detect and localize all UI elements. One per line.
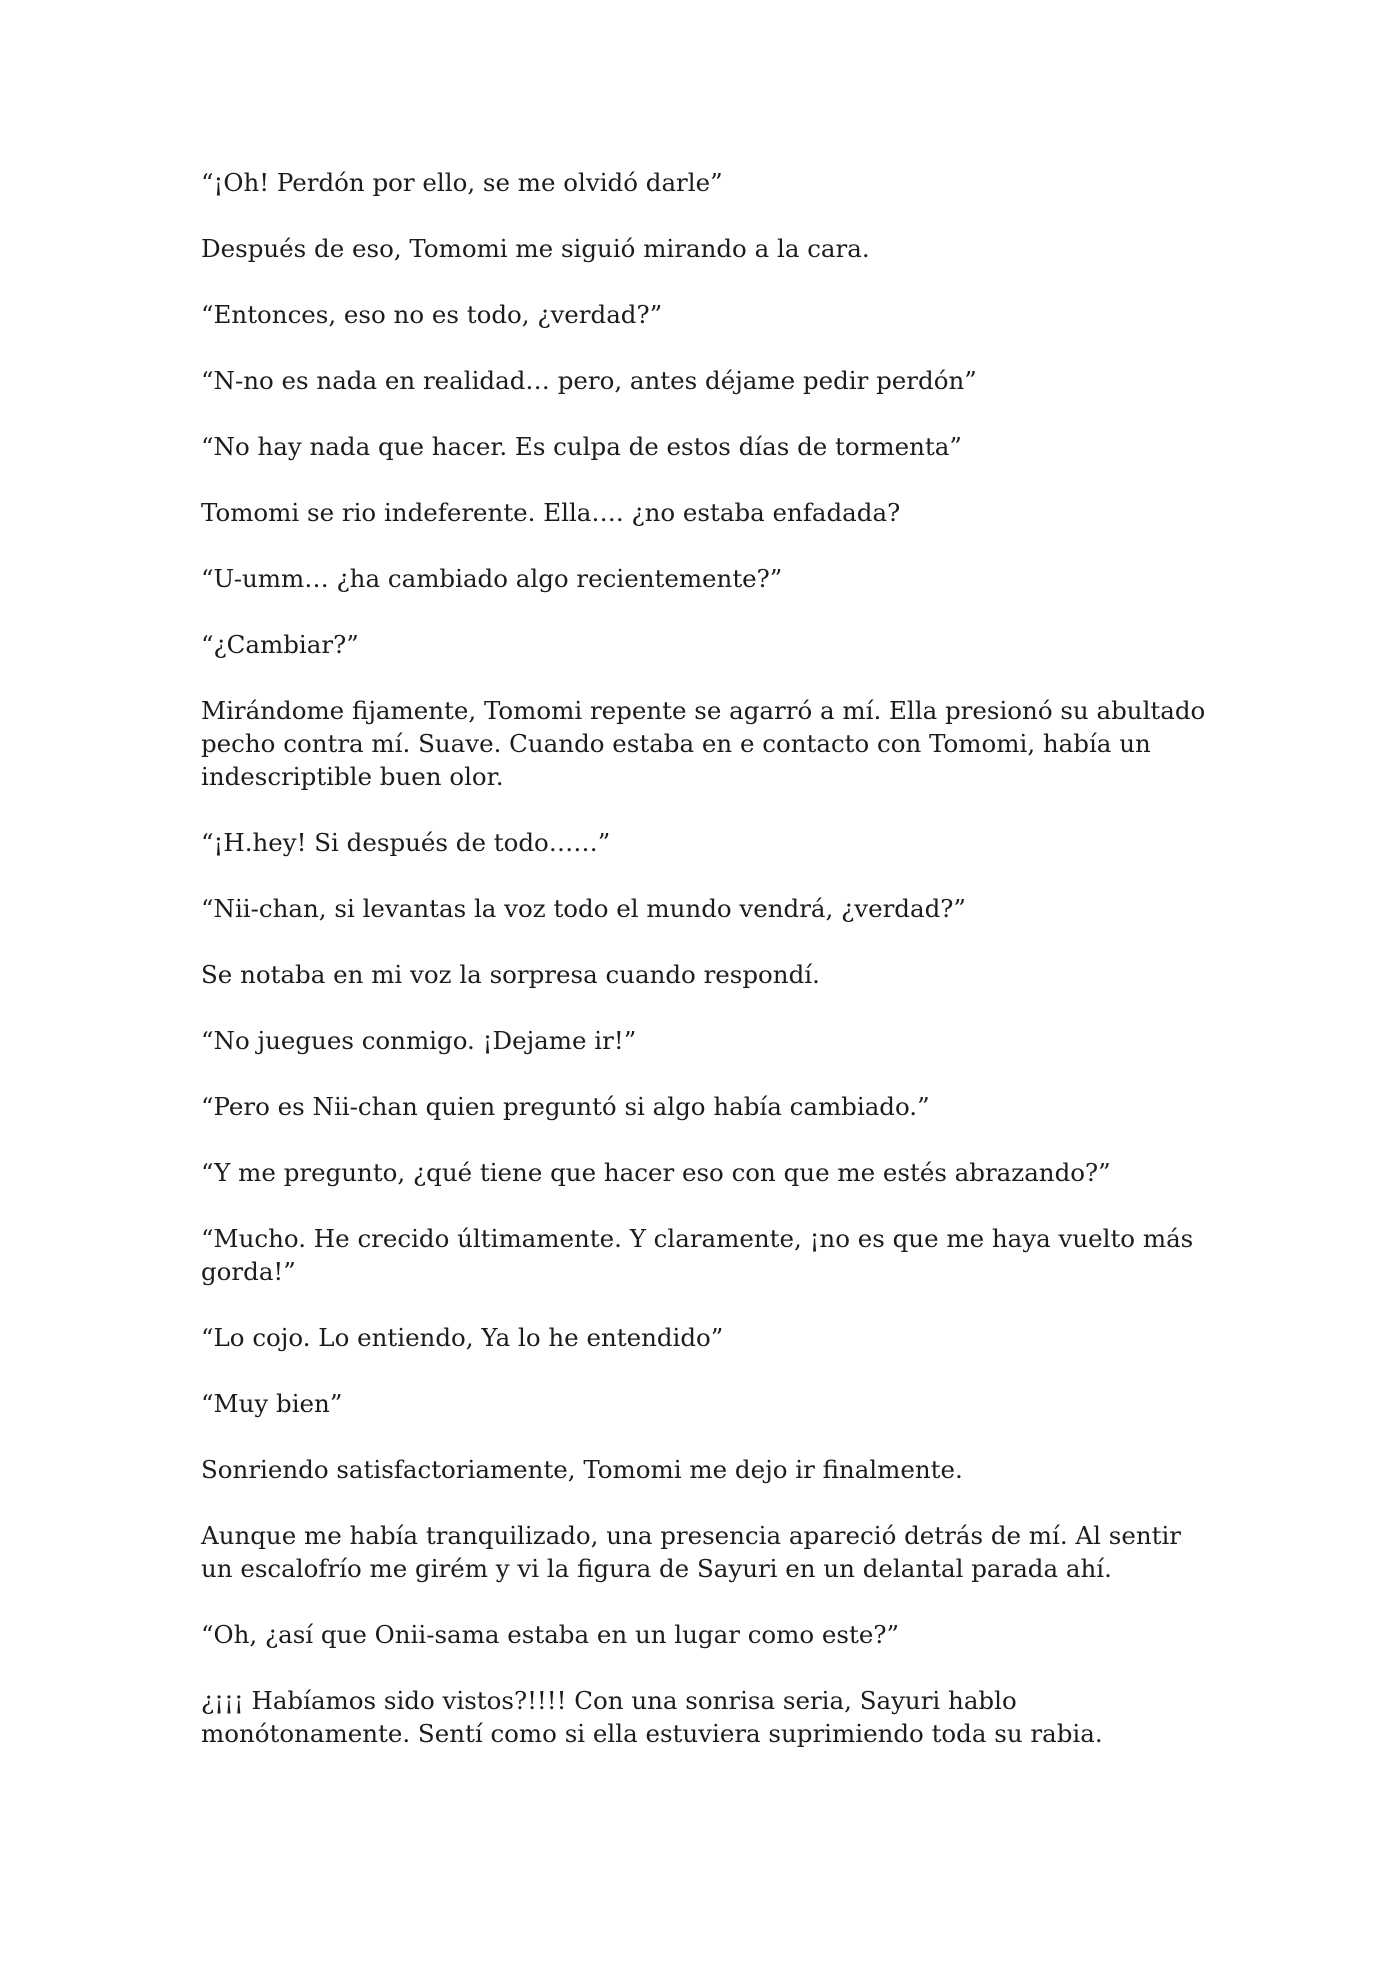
paragraph-16: “Mucho. He crecido últimamente. Y claramente, ¡no es que me haya vuelto más gorda!”	[201, 1224, 1194, 1286]
paragraph-5: “No hay nada que hacer. Es culpa de estos días de tormenta”	[201, 432, 962, 461]
paragraph-22: ¿¡¡¡ Habíamos sido vistos?!!!! Con una sonrisa seria, Sayuri hablo monótonamente. Sentí como si ella estuviera suprimiendo toda su rabia.	[201, 1686, 1103, 1748]
paragraph-11: “Nii-chan, si levantas la voz todo el mundo vendrá, ¿verdad?”	[201, 894, 966, 923]
paragraph-6: Tomomi se rio indeferente. Ella…. ¿no estaba enfadada?	[201, 498, 901, 527]
paragraph-10: “¡H.hey! Si después de todo……”	[201, 828, 611, 857]
paragraph-2: Después de eso, Tomomi me siguió mirando a la cara.	[201, 234, 870, 263]
document-body	[201, 166, 1211, 1783]
paragraph-12: Se notaba en mi voz la sorpresa cuando respondí.	[201, 960, 820, 989]
paragraph-18: “Muy bien”	[201, 1389, 343, 1418]
paragraph-17: “Lo cojo. Lo entiendo, Ya lo he entendido”	[201, 1323, 724, 1352]
paragraph-19: Sonriendo satisfactoriamente, Tomomi me dejo ir finalmente.	[201, 1455, 963, 1484]
paragraph-14: “Pero es Nii-chan quien preguntó si algo había cambiado.”	[201, 1092, 930, 1121]
paragraph-9: Mirándome fijamente, Tomomi repente se agarró a mí. Ella presionó su abultado pecho contra mí. Suave. Cuando estaba en e contacto con Tomomi, había un indescriptible buen olor.	[201, 696, 1206, 791]
paragraph-4: “N-no es nada en realidad… pero, antes déjame pedir perdón”	[201, 366, 977, 395]
paragraph-15: “Y me pregunto, ¿qué tiene que hacer eso con que me estés abrazando?”	[201, 1158, 1111, 1187]
paragraph-21: “Oh, ¿así que Onii-sama estaba en un lugar como este?”	[201, 1620, 900, 1649]
paragraph-3: “Entonces, eso no es todo, ¿verdad?”	[201, 300, 663, 329]
paragraph-8: “¿Cambiar?”	[201, 630, 359, 659]
paragraph-1: “¡Oh! Perdón por ello, se me olvidó darle”	[201, 168, 723, 197]
paragraph-20: Aunque me había tranquilizado, una presencia apareció detrás de mí. Al sentir un escalofrío me girém y vi la figura de Sayuri en un delantal parada ahí.	[201, 1521, 1181, 1583]
paragraph-13: “No juegues conmigo. ¡Dejame ir!”	[201, 1026, 637, 1055]
paragraph-7: “U-umm… ¿ha cambiado algo recientemente?”	[201, 564, 783, 593]
